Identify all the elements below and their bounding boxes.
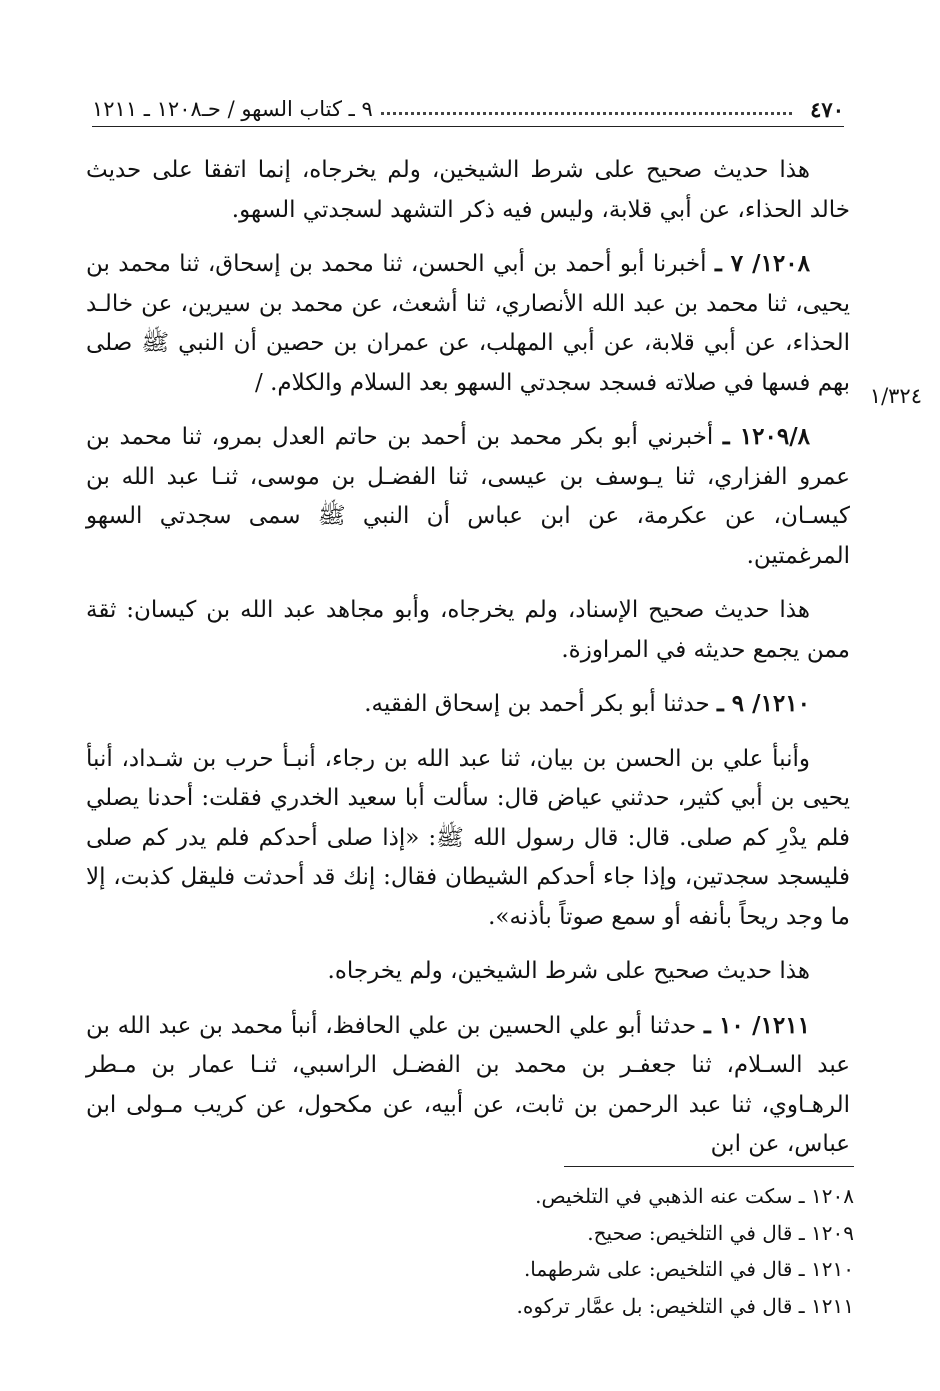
paragraph-text: هذا حديث صحيح على شرط الشيخين، ولم يخرجاه. bbox=[327, 958, 810, 984]
page-number: ٤٧٠ bbox=[810, 96, 844, 122]
paragraph bbox=[86, 739, 850, 938]
paragraph bbox=[86, 244, 850, 403]
main-text bbox=[86, 150, 850, 1179]
paragraph-text: أخبرني أبو بكر محمد بن أحمد بن حاتم العدل بمرو، ثنا محمد بن عمرو الفزاري، ثنا يـوسف بن عيسى، ثنا الفضـل بن موسى، ثنـا عبد الله بن كيسـان، عن عكرمة، عن ابن عباس أن النبي ﷺ سمى سجدتي السهو المرغمتين. bbox=[86, 424, 850, 569]
paragraph bbox=[86, 684, 850, 725]
footnote: ١٢١١ ـ قال في التلخيص: بل عمَّار تركوه. bbox=[516, 1293, 854, 1318]
running-header bbox=[92, 92, 844, 127]
header-dot-leader bbox=[381, 112, 792, 115]
paragraph bbox=[86, 951, 850, 992]
paragraph-text: حدثنا أبو بكر أحمد بن إسحاق الفقيه. bbox=[364, 691, 710, 717]
footnote: ١٢١٠ ـ قال في التلخيص: على شرطهما. bbox=[523, 1257, 854, 1281]
hadith-number: ١٢١٠/ ٩ ـ bbox=[717, 690, 810, 717]
footnote: ١٢٠٨ ـ سكت عنه الذهبي في التلخيص. bbox=[535, 1184, 854, 1208]
paragraph bbox=[86, 150, 850, 230]
paragraph bbox=[86, 590, 850, 670]
margin-page-reference: ١/٣٢٤ bbox=[869, 384, 922, 408]
paragraph-text: وأنبأ علي بن الحسن بن بيان، ثنا عبد الله بن رجاء، أنبـأ حرب بن شـداد، أنبأ يحيى بن أبي كثير، حدثني عياض قال: سألت أبا سعيد الخدري فقلت: أحدنا يصلي فلم يدْرِ كم صلى. قال: قال رسول الله ﷺ: «إذا صلى أحدكم فلم يدر كم صلى فليسجد سجدتين، وإذا جاء أحدكم الشيطان فقال: إنك قد أحدثت فليقل كذبت، إلا ما وجد ريحاً بأنفه أو سمع صوتاً بأذنه». bbox=[86, 745, 850, 930]
paragraph bbox=[86, 417, 850, 576]
footnote-separator bbox=[564, 1166, 854, 1167]
hadith-number: ١٢٠٩/٨ ـ bbox=[722, 423, 810, 450]
hadith-number: ١٢٠٨/ ٧ ـ bbox=[714, 250, 810, 277]
paragraph-text: هذا حديث صحيح الإسناد، ولم يخرجاه، وأبو مجاهد عبد الله بن كيسان: ثقة ممن يجمع حديثه في المراوزة. bbox=[86, 597, 850, 663]
paragraph-text: حدثنا أبو علي الحسين بن علي الحافظ، أنبأ محمد بن عبد الله بن عبد السـلام، ثنا جعفـر بن محمد بن الفضـل الراسبي، ثنـا عمار بن مـطر الرهـاوي، ثنا عبد الرحمن بن ثابت، عن أبيه، عن مكحول، عن كريب مـولى ابن عباس، عن ابن bbox=[86, 1012, 850, 1157]
footnotes bbox=[94, 1178, 854, 1324]
footnote: ١٢٠٩ ـ قال في التلخيص: صحيح. bbox=[587, 1220, 854, 1245]
hadith-number: ١٢١١/ ١٠ ـ bbox=[703, 1011, 810, 1039]
header-title: ٩ ـ كتاب السهو / حـ١٢٠٨ ـ ١٢١١ bbox=[92, 97, 373, 121]
paragraph-text: أخبرنا أبو أحمد بن أبي الحسن، ثنا محمد بن إسحاق، ثنا محمد بن يحيى، ثنا محمد بن عبد الله الأنصاري، ثنا أشعث، عن محمد بن سيرين، عن خالـد الحذاء، عن أبي قلابة، عن أبي المهلب، عن عمران بن حصين أن النبي ﷺ صلى بهم فسها في صلاته فسجد سجدتي السهو بعد السلام والكلام. / bbox=[86, 251, 850, 396]
paragraph-text: هذا حديث صحيح على شرط الشيخين، ولم يخرجاه، إنما اتفقا على حديث خالد الحذاء، عن أبي قلابة، وليس فيه ذكر التشهد لسجدتي السهو. bbox=[86, 157, 850, 223]
paragraph bbox=[86, 1006, 850, 1165]
